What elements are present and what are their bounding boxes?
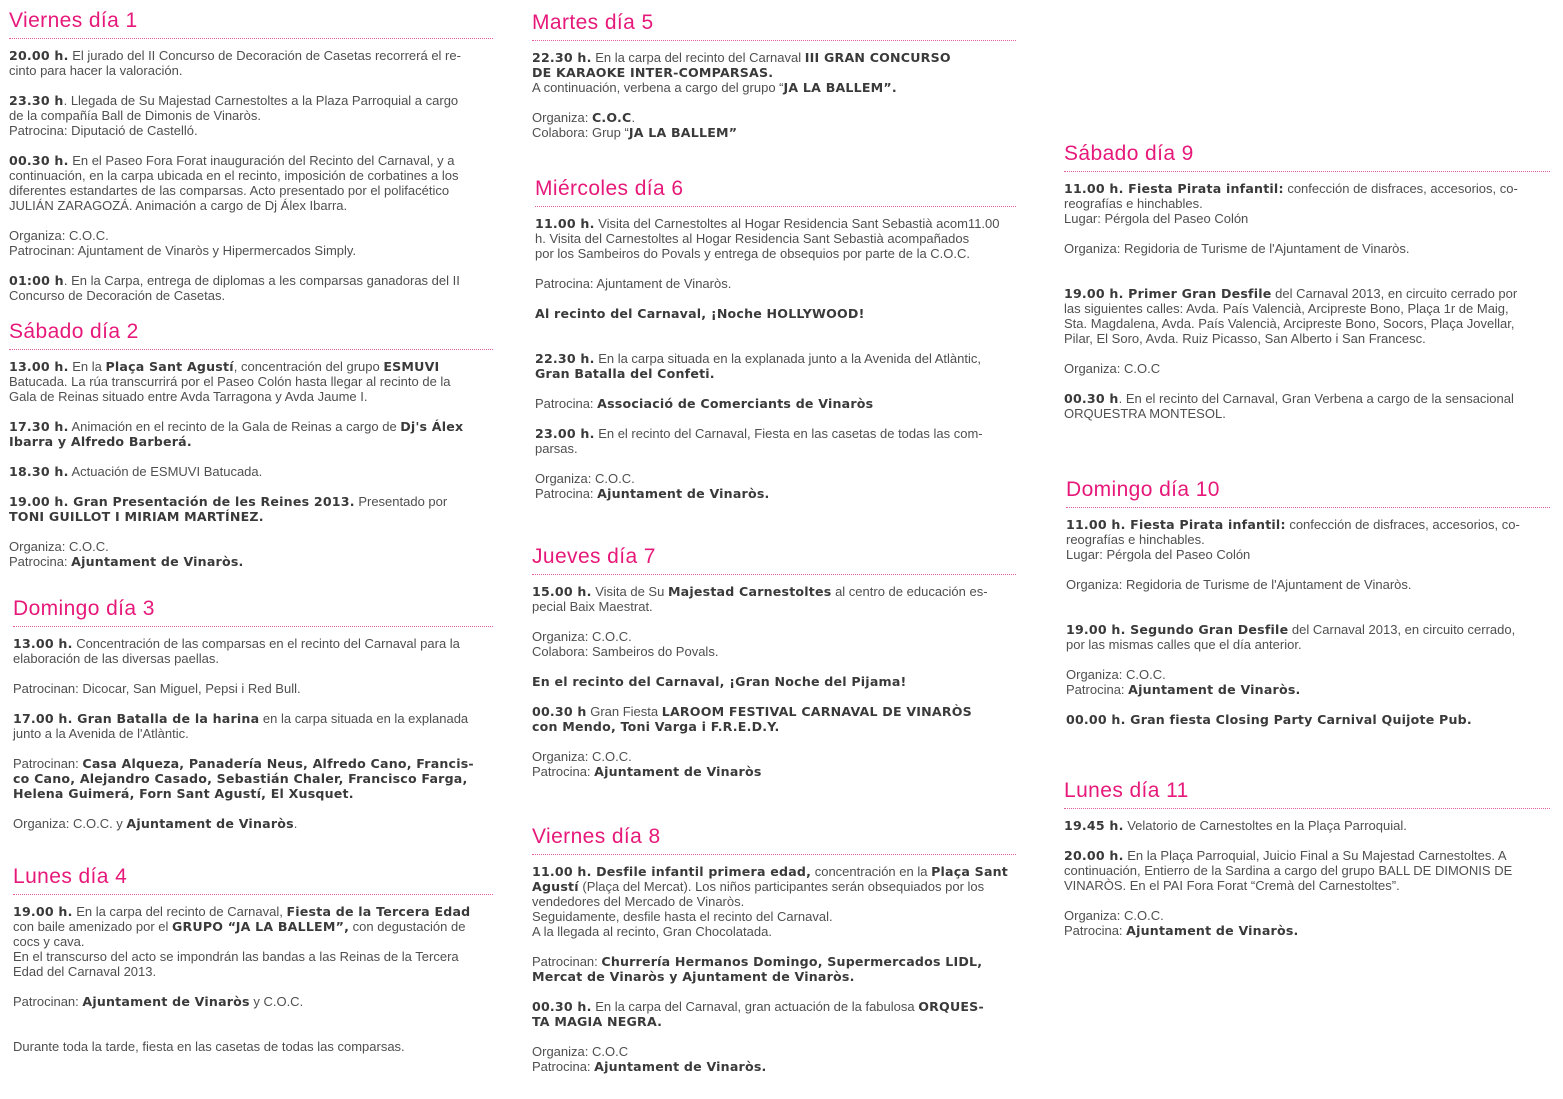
bold-text: Ajuntament de Vinaròs [594, 764, 762, 779]
entry-text: de la compañía Ball de Dimonis de Vinaròs. [9, 108, 261, 123]
event-entry [535, 276, 1016, 291]
event-entry [13, 904, 493, 979]
bold-text: TA MAGIA NEGRA. [532, 1014, 663, 1029]
bold-text: Ibarra y Alfredo Barberá. [9, 434, 192, 449]
entry-text: diferentes estandartes de las comparsas. Acto presentado por el polifacético [9, 183, 450, 198]
bold-text: 13.00 h. [9, 359, 69, 374]
bold-text: 19.00 h. Segundo Gran Desfile [1066, 622, 1289, 637]
bold-text: Ajuntament de Vinaròs. [1126, 923, 1299, 938]
entry-text: Patrocina: [1066, 682, 1129, 697]
entry-text: pecial Baix Maestrat. [532, 599, 653, 614]
dotted-divider [13, 626, 493, 627]
dotted-divider [1066, 507, 1550, 508]
entry-text: JULIÁN ZARAGOZÁ. Animación a cargo de Dj Álex Ibarra. [9, 198, 348, 213]
entry-text: del Carnaval 2013, en circuito cerrado, [1288, 622, 1516, 637]
bold-text: 19.45 h. [1064, 818, 1124, 833]
bold-text: 20.00 h. [1064, 848, 1124, 863]
bold-text: Al recinto del Carnaval, ¡Noche HOLLYWOOD! [535, 306, 865, 321]
bold-text: Plaça Sant [931, 864, 1009, 879]
bold-text: 00.30 h. [532, 999, 592, 1014]
entry-text: A continuación, verbena a cargo del grupo “ [532, 80, 784, 95]
day-viernes-8 [532, 824, 1016, 1089]
day-title: Viernes día 8 [532, 825, 661, 848]
event-entry [535, 396, 1016, 411]
entry-text: Velatorio de Carnestoltes en la Plaça Parroquial. [1123, 818, 1407, 833]
entry-text: continuación, en la carpa ubicada en el recinto, imposición de corbatines a los [9, 168, 459, 183]
entry-text: Patrocina: [535, 396, 598, 411]
event-entry [535, 426, 1016, 456]
day-title: Lunes día 11 [1064, 779, 1189, 802]
bold-text: con Mendo, Toni Varga i F.R.E.D.Y. [532, 719, 780, 734]
day-title: Jueves día 7 [532, 545, 656, 568]
dotted-divider [532, 574, 1016, 575]
entry-text: Organiza: C.O.C. [532, 749, 632, 764]
day-title: Miércoles día 6 [535, 177, 684, 200]
bold-text: Casa Alqueza, Panadería Neus, Alfredo Cano, Francis- [82, 756, 474, 771]
entry-text: cinto para hacer la valoración. [9, 63, 183, 78]
bold-text: LAROOM FESTIVAL CARNAVAL DE VINARÒS [661, 704, 972, 719]
entry-text: Animación en el recinto de la Gala de Reinas a cargo de [68, 419, 401, 434]
day-domingo-3 [13, 596, 493, 846]
entry-text: Patrocina: [532, 764, 595, 779]
event-entry [532, 704, 1016, 734]
entry-text: Lugar: Pérgola del Paseo Colón [1064, 211, 1249, 226]
entry-text: vendedores del Mercado de Vinaròs. [532, 894, 745, 909]
bold-text: Mercat de Vinaròs y Ajuntament de Vinaròs. [532, 969, 855, 984]
bold-text: 00.30 h [532, 704, 587, 719]
bold-text: 11.00 h. Fiesta Pirata infantil: [1066, 517, 1286, 532]
event-entry [9, 273, 493, 303]
event-entry [532, 999, 1016, 1029]
entry-text: Organiza: C.O.C [532, 1044, 629, 1059]
event-entry [1066, 517, 1550, 562]
bold-text: Majestad Carnestoltes [667, 584, 832, 599]
bold-text: Helena Guimerá, Forn Sant Agustí, El Xusquet. [13, 786, 354, 801]
entry-text: parsas. [535, 441, 578, 456]
entry-text: En la Plaça Parroquial, Juicio Final a Su Majestad Carnestoltes. A [1123, 848, 1507, 863]
event-entry [9, 48, 493, 78]
entry-text: Presentado por [354, 494, 448, 509]
entry-text: Organiza: C.O.C. y [13, 816, 127, 831]
event-entry [1064, 391, 1550, 421]
entry-text: ORQUESTRA MONTESOL. [1064, 406, 1226, 421]
entry-text: Patrocina: [532, 1059, 595, 1074]
day-miercoles-6 [535, 176, 1016, 516]
bold-text: ESMUVI [383, 359, 440, 374]
event-entry [13, 711, 493, 741]
entry-text: en la carpa situada en la explanada [259, 711, 469, 726]
entry-text: , concentración del grupo [233, 359, 384, 374]
event-entry [532, 864, 1016, 939]
bold-text: 00.30 h [1064, 391, 1119, 406]
entry-text: Organiza: C.O.C. [1064, 908, 1164, 923]
entry-text: Patrocinan: Dicocar, San Miguel, Pepsi i Red Bull. [13, 681, 301, 696]
dotted-divider [535, 206, 1016, 207]
event-entry [532, 674, 1016, 689]
event-entry [535, 351, 1016, 381]
entry-text: Patrocina: Diputació de Castelló. [9, 123, 198, 138]
event-entry [1066, 622, 1550, 652]
day-sabado-9 [1064, 141, 1550, 436]
entry-text: Patrocina: Ajuntament de Vinaròs. [535, 276, 732, 291]
entry-text: Durante toda la tarde, fiesta en las casetas de todas las comparsas. [13, 1039, 405, 1054]
entry-text: por las mismas calles que el día anterior. [1066, 637, 1302, 652]
entry-text: reografías e hinchables. [1064, 196, 1203, 211]
entry-text: elaboración de las diversas paellas. [13, 651, 219, 666]
bold-text: 15.00 h. [532, 584, 592, 599]
day-lunes-4 [13, 864, 493, 1069]
entry-text: Organiza: Regidoria de Turisme de l'Ajuntament de Vinaròs. [1066, 577, 1412, 592]
entry-text: En la carpa del recinto de Carnaval, [72, 904, 287, 919]
day-title: Sábado día 9 [1064, 142, 1194, 165]
event-entry [532, 629, 1016, 659]
event-entry [1064, 241, 1550, 256]
event-entry [1066, 667, 1550, 697]
entry-text: Patrocinan: [532, 954, 602, 969]
entry-text: reografías e hinchables. [1066, 532, 1205, 547]
event-entry [9, 359, 493, 404]
entry-text: Organiza: C.O.C. [532, 629, 632, 644]
bold-text: 13.00 h. [13, 636, 73, 651]
entry-text: del Carnaval 2013, en circuito cerrado por [1271, 286, 1518, 301]
bold-text: TONI GUILLOT I MIRIAM MARTÍNEZ. [9, 509, 264, 524]
event-entry [1064, 286, 1550, 346]
entry-text: Visita del Carnestoltes al Hogar Residencia Sant Sebastià acom11.00 [594, 216, 1000, 231]
day-title: Martes día 5 [532, 11, 654, 34]
entry-text: En la carpa del recinto del Carnaval [591, 50, 805, 65]
entry-text: confección de disfraces, accesorios, co- [1283, 181, 1518, 196]
bold-text: 01:00 h [9, 273, 64, 288]
bold-text: co Cano, Alejandro Casado, Sebastián Chaler, Francisco Farga, [13, 771, 468, 786]
bold-text: DE KARAOKE INTER-COMPARSAS. [532, 65, 774, 80]
entry-text: Patrocinan: [13, 994, 83, 1009]
entry-text: Colabora: Grup “ [532, 125, 629, 140]
event-entry [532, 749, 1016, 779]
bold-text: 00.00 h. Gran fiesta Closing Party Carnival Quijote Pub. [1066, 712, 1472, 727]
entry-text: (Plaça del Mercat). Los niños participantes serán obsequiados por los [578, 879, 985, 894]
event-entry [532, 1044, 1016, 1074]
entry-text: A la llegada al recinto, Gran Chocolatada. [532, 924, 772, 939]
entry-text: Organiza: [532, 110, 592, 125]
event-entry [532, 954, 1016, 984]
bold-text: 11.00 h. [535, 216, 595, 231]
day-martes-5 [532, 10, 1016, 155]
dotted-divider [1064, 808, 1550, 809]
entry-text: las siguientes calles: Avda. País Valencià, Arcipreste Bono, Plaça 1r de Maig, [1064, 301, 1509, 316]
event-entry [1064, 908, 1550, 938]
bold-text: Associació de Comerciants de Vinaròs [597, 396, 874, 411]
bold-text: 17.30 h. [9, 419, 69, 434]
bold-text: Dj's Álex [400, 419, 464, 434]
bold-text: Ajuntament de Vinaròs. [594, 1059, 767, 1074]
event-entry [1066, 712, 1550, 727]
entry-text: En la carpa del Carnaval, gran actuación de la fabulosa [591, 999, 919, 1014]
event-entry [13, 816, 493, 831]
bold-text: 19.00 h. Primer Gran Desfile [1064, 286, 1272, 301]
entry-text: . En la Carpa, entrega de diplomas a les comparsas ganadoras del II [63, 273, 460, 288]
entry-text: . Llegada de Su Majestad Carnestoltes a la Plaza Parroquial a cargo [63, 93, 459, 108]
bold-text: 22.30 h. [532, 50, 592, 65]
day-jueves-7 [532, 544, 1016, 794]
entry-text: VINARÒS. En el PAI Fora Forat “Cremà del Carnestoltes”. [1064, 878, 1400, 893]
bold-text: Ajuntament de Vinaròs. [71, 554, 244, 569]
bold-text: 11.00 h. Desfile infantil primera edad, [532, 864, 812, 879]
entry-text: Seguidamente, desfile hasta el recinto del Carnaval. [532, 909, 833, 924]
entry-text: Actuación de ESMUVI Batucada. [68, 464, 263, 479]
event-entry [535, 216, 1016, 261]
event-entry [9, 464, 493, 479]
entry-text: Batucada. La rúa transcurrirá por el Paseo Colón hasta llegar al recinto de la [9, 374, 451, 389]
bold-text: 23.30 h [9, 93, 64, 108]
entry-text: En el Paseo Fora Forat inauguración del Recinto del Carnaval, y a [68, 153, 455, 168]
entry-text: h. Visita del Carnestoltes al Hogar Residencia Sant Sebastià acompañados [535, 231, 970, 246]
dotted-divider [532, 40, 1016, 41]
event-entry [1064, 361, 1550, 376]
entry-text: Organiza: C.O.C. [9, 228, 109, 243]
bold-text: 17.00 h. Gran Batalla de la harina [13, 711, 260, 726]
entry-text: Lugar: Pérgola del Paseo Colón [1066, 547, 1251, 562]
bold-text: Ajuntament de Vinaròs [82, 994, 250, 1009]
entry-text: Patrocina: [535, 486, 598, 501]
event-entry [535, 306, 1016, 321]
entry-text: Concentración de las comparsas en el recinto del Carnaval para la [72, 636, 460, 651]
bold-text: Churrería Hermanos Domingo, Supermercados LIDL, [601, 954, 983, 969]
entry-text: Edad del Carnaval 2013. [13, 964, 157, 979]
dotted-divider [9, 349, 493, 350]
event-entry [532, 110, 1016, 140]
event-entry [9, 494, 493, 524]
entry-text: . En el recinto del Carnaval, Gran Verbena a cargo de la sensacional [1118, 391, 1514, 406]
day-title: Domingo día 3 [13, 597, 155, 620]
entry-text: cocs y cava. [13, 934, 85, 949]
entry-text: Organiza: C.O.C [1064, 361, 1161, 376]
bold-text: 00.30 h. [9, 153, 69, 168]
entry-text: Organiza: Regidoria de Turisme de l'Ajuntament de Vinaròs. [1064, 241, 1410, 256]
event-entry [532, 50, 1016, 95]
dotted-divider [9, 38, 493, 39]
entry-text: y C.O.C. [249, 994, 304, 1009]
bold-text: En el recinto del Carnaval, ¡Gran Noche del Pijama! [532, 674, 907, 689]
bold-text: 22.30 h. [535, 351, 595, 366]
bold-text: Fiesta de la Tercera Edad [286, 904, 471, 919]
entry-text: Sta. Magdalena, Avda. País Valencià, Arcipreste Bono, Socors, Plaça Jovellar, [1064, 316, 1515, 331]
bold-text: Plaça Sant Agustí [105, 359, 234, 374]
bold-text: 20.00 h. [9, 48, 69, 63]
day-title: Domingo día 10 [1066, 478, 1220, 501]
bold-text: ORQUES- [918, 999, 984, 1014]
event-entry [1064, 818, 1550, 833]
dotted-divider [1064, 171, 1550, 172]
bold-text: Ajuntament de Vinaròs. [597, 486, 770, 501]
event-entry [9, 539, 493, 569]
event-entry [532, 584, 1016, 614]
entry-text: con degustación de [349, 919, 466, 934]
bold-text: 19.00 h. [13, 904, 73, 919]
entry-text: Organiza: C.O.C. [535, 471, 635, 486]
entry-text: . [293, 816, 298, 831]
event-entry [535, 471, 1016, 501]
event-entry [1064, 181, 1550, 226]
event-entry [9, 93, 493, 138]
bold-text: 19.00 h. Gran Presentación de les Reines 2013. [9, 494, 355, 509]
bold-text: 23.00 h. [535, 426, 595, 441]
entry-text: concentración en la [811, 864, 932, 879]
bold-text: C.O.C [591, 110, 632, 125]
day-sabado-2 [9, 319, 493, 584]
entry-text: El jurado del II Concurso de Decoración de Casetas recorrerá el re- [68, 48, 461, 63]
bold-text: III GRAN CONCURSO [804, 50, 951, 65]
entry-text: En el transcurso del acto se impondrán las bandas a las Reinas de la Tercera [13, 949, 459, 964]
entry-text: por los Sambeiros do Povals y entrega de obsequios por parte de la C.O.C. [535, 246, 971, 261]
day-viernes-1 [9, 8, 493, 318]
event-entry [9, 419, 493, 449]
entry-text: . [631, 110, 636, 125]
entry-text: Patrocina: [1064, 923, 1127, 938]
entry-text: junto a la Avenida de l'Atlàntic. [13, 726, 189, 741]
entry-text: En el recinto del Carnaval, Fiesta en las casetas de todas las com- [594, 426, 983, 441]
entry-text: Patrocina: [9, 554, 72, 569]
bold-text: JA LA BALLEM”. [783, 80, 897, 95]
entry-text: Colabora: Sambeiros do Povals. [532, 644, 719, 659]
dotted-divider [13, 894, 493, 895]
entry-text: Gala de Reinas situado entre Avda Tarragona y Avda Jaume I. [9, 389, 368, 404]
bold-text: JA LA BALLEM” [628, 125, 738, 140]
event-entry [9, 228, 493, 258]
entry-text: Gran Fiesta [586, 704, 662, 719]
bold-text: Ajuntament de Vinaròs [126, 816, 294, 831]
entry-text: En la carpa situada en la explanada junto a la Avenida del Atlàntic, [594, 351, 982, 366]
entry-text: Organiza: C.O.C. [9, 539, 109, 554]
entry-text: Organiza: C.O.C. [1066, 667, 1166, 682]
day-title: Sábado día 2 [9, 320, 139, 343]
bold-text: GRUPO “JA LA BALLEM”, [172, 919, 350, 934]
entry-text: Pilar, El Soro, Avda. Ruiz Picasso, San Alberto i San Francesc. [1064, 331, 1426, 346]
entry-text: Visita de Su [591, 584, 668, 599]
event-entry [1066, 577, 1550, 592]
entry-text: con baile amenizado por el [13, 919, 172, 934]
event-entry [13, 681, 493, 696]
bold-text: Agustí [532, 879, 579, 894]
bold-text: Ajuntament de Vinaròs. [1128, 682, 1301, 697]
entry-text: Patrocinan: Ajuntament de Vinaròs y Hipermercados Simply. [9, 243, 357, 258]
entry-text: Patrocinan: [13, 756, 83, 771]
entry-text: confección de disfraces, accesorios, co- [1285, 517, 1520, 532]
dotted-divider [532, 854, 1016, 855]
event-entry [13, 756, 493, 801]
day-lunes-11 [1064, 778, 1550, 953]
event-entry [13, 1039, 493, 1054]
bold-text: 11.00 h. Fiesta Pirata infantil: [1064, 181, 1284, 196]
bold-text: Gran Batalla del Confeti. [535, 366, 715, 381]
day-title: Lunes día 4 [13, 865, 128, 888]
bold-text: 18.30 h. [9, 464, 69, 479]
entry-text: continuación, Entierro de la Sardina a cargo del grupo BALL DE DIMONIS DE [1064, 863, 1513, 878]
event-entry [9, 153, 493, 213]
day-title: Viernes día 1 [9, 9, 138, 32]
entry-text: al centro de educación es- [831, 584, 988, 599]
event-entry [13, 994, 493, 1009]
event-entry [1064, 848, 1550, 893]
event-entry [13, 636, 493, 666]
day-domingo-10 [1066, 477, 1550, 742]
entry-text: Concurso de Decoración de Casetas. [9, 288, 226, 303]
entry-text: En la [68, 359, 106, 374]
